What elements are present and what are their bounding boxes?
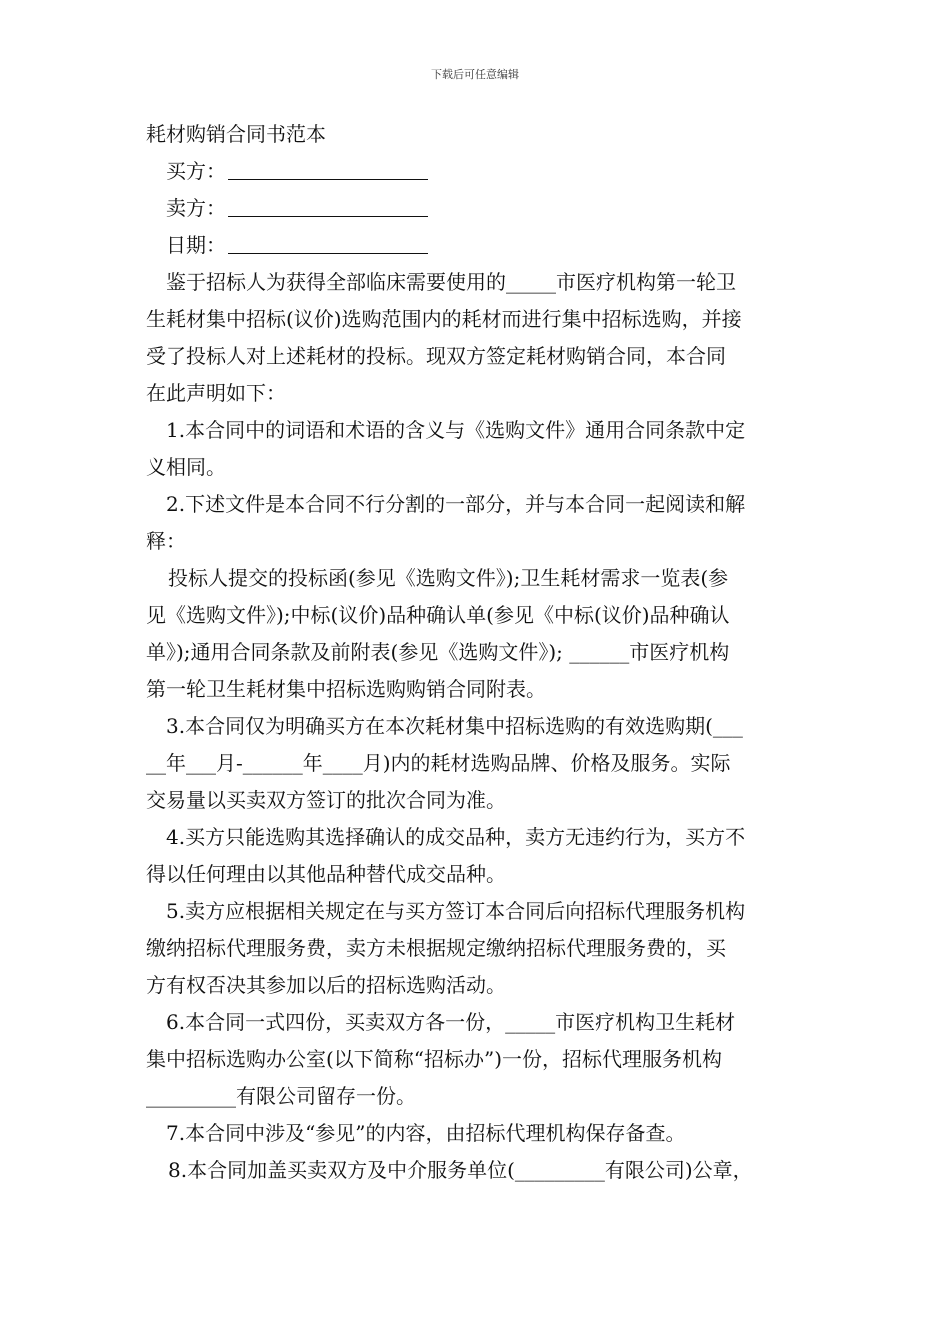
- clause-1-line: 1.本合同中的词语和术语的含义与《选购文件》通用合同条款中定: [166, 418, 746, 442]
- document-title: 耗材购销合同书范本: [146, 122, 326, 146]
- clause-2-line: 2.下述文件是本合同不行分割的一部分，并与本合同一起阅读和解: [166, 492, 746, 516]
- clause-4-line: 4.买方只能选购其选择确认的成交品种，卖方无违约行为，买方不: [166, 825, 746, 849]
- clause-5-line: 5.卖方应根据相关规定在与买方签订本合同后向招标代理服务机构: [166, 899, 746, 923]
- clause-5-line: 缴纳招标代理服务费，卖方未根据规定缴纳招标代理服务费的，买: [146, 936, 726, 960]
- clause-3-line: 交易量以买卖双方签订的批次合同为准。: [146, 788, 506, 812]
- clause-6-line: 6.本合同一式四份，买卖双方各一份，_____市医疗机构卫生耗材: [166, 1010, 736, 1034]
- clause-1-line: 义相同。: [146, 455, 226, 479]
- date-label: 日期：: [166, 233, 226, 257]
- seller-label: 卖方：: [166, 196, 226, 220]
- date-blank-line: [228, 231, 428, 254]
- clause-6-line: _________有限公司留存一份。: [146, 1084, 416, 1108]
- clause-8-line: 8.本合同加盖买卖双方及中介服务单位(_________有限公司)公章，: [168, 1158, 753, 1182]
- document-body: [146, 116, 810, 1189]
- buyer-label: 买方：: [166, 159, 226, 183]
- clause-3-line: 3.本合同仅为明确买方在本次耗材集中招标选购的有效选购期(___: [166, 714, 743, 738]
- clause-2-line: 释：: [146, 529, 186, 553]
- paragraph-line: 生耗材集中招标(议价)选购范围内的耗材而进行集中招标选购，并接: [146, 307, 742, 331]
- clause-2-detail-line: 见《选购文件》);中标(议价)品种确认单(参见《中标(议价)品种确认: [146, 603, 730, 627]
- date-field-row: [146, 227, 810, 264]
- clause-5-line: 方有权否决其参加以后的招标选购活动。: [146, 973, 506, 997]
- clause-2-detail-line: 单》);通用合同条款及前附表(参见《选购文件》); ______市医疗机构: [146, 640, 730, 664]
- clause-7-line: 7.本合同中涉及“参见”的内容，由招标代理机构保存备查。: [166, 1121, 686, 1145]
- seller-blank-line: [228, 194, 428, 217]
- clause-2-detail-line: 第一轮卫生耗材集中招标选购购销合同附表。: [146, 677, 546, 701]
- paragraph-line: 在此声明如下：: [146, 381, 286, 405]
- page-header-note: 下载后可任意编辑: [431, 68, 519, 81]
- buyer-field-row: [146, 153, 810, 190]
- clause-4-line: 得以任何理由以其他品种替代成交品种。: [146, 862, 506, 886]
- clause-2-detail-line: 投标人提交的投标函(参见《选购文件》);卫生耗材需求一览表(参: [168, 566, 729, 590]
- clause-3-line: __年___月-______年____月)内的耗材选购品牌、价格及服务。实际: [146, 751, 731, 775]
- buyer-blank-line: [228, 157, 428, 180]
- paragraph-line: 鉴于招标人为获得全部临床需要使用的_____市医疗机构第一轮卫: [166, 270, 736, 294]
- paragraph-line: 受了投标人对上述耗材的投标。现双方签定耗材购销合同，本合同: [146, 344, 726, 368]
- seller-field-row: [146, 190, 810, 227]
- clause-6-line: 集中招标选购办公室(以下简称“招标办”)一份，招标代理服务机构: [146, 1047, 723, 1071]
